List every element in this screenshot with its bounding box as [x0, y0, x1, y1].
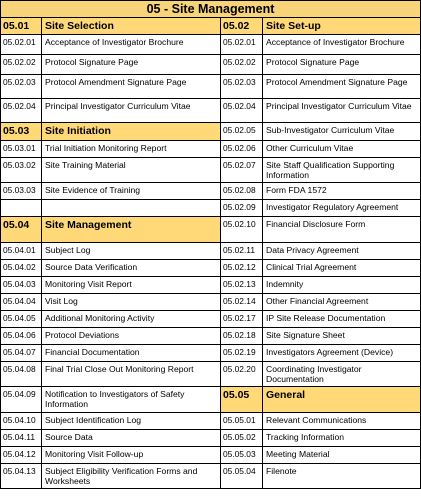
item-label: Subject Identification Log: [42, 413, 221, 430]
item-code: 05.04.13: [1, 464, 42, 489]
item-code: 05.05.02: [221, 430, 263, 447]
item-code: 05.04.02: [1, 260, 42, 277]
item-label: Visit Log: [42, 294, 221, 311]
item-code: 05.04.12: [1, 447, 42, 464]
item-code: 05.05.04: [221, 464, 263, 489]
item-label: Subject Eligibility Verification Forms and Worksheets: [42, 464, 221, 489]
title-row: [1, 1, 421, 18]
item-code: 05.02.04: [221, 99, 263, 123]
item-code: 05.04.09: [1, 387, 42, 413]
item-code: 05.04.01: [1, 243, 42, 260]
table-row: [1, 158, 421, 183]
item-code: 05.02.17: [221, 311, 263, 328]
table-row: [1, 35, 421, 55]
item-label: Additional Monitoring Activity: [42, 311, 221, 328]
item-code: 05.04.05: [1, 311, 42, 328]
table-row: [1, 311, 421, 328]
item-label: Indemnity: [263, 277, 421, 294]
item-label: Clinical Trial Agreement: [263, 260, 421, 277]
item-code: 05.02.12: [221, 260, 263, 277]
section-code: 05.03: [1, 123, 42, 141]
item-label: Final Trial Close Out Monitoring Report: [42, 362, 221, 387]
item-code: 05.04.08: [1, 362, 42, 387]
section-code: 05.01: [1, 18, 42, 35]
table-row: [1, 99, 421, 123]
item-code: 05.02.01: [221, 35, 263, 55]
table-row: [1, 413, 421, 430]
item-label: IP Site Release Documentation: [263, 311, 421, 328]
item-code: 05.02.01: [1, 35, 42, 55]
item-code: 05.02.09: [221, 200, 263, 217]
table-row: [1, 328, 421, 345]
item-label: Trial Initiation Monitoring Report: [42, 141, 221, 158]
section-title: General: [263, 387, 421, 413]
item-code: 05.02.20: [221, 362, 263, 387]
table-row: [1, 294, 421, 311]
item-code: 05.02.08: [221, 183, 263, 200]
item-label: Data Privacy Agreement: [263, 243, 421, 260]
table-row: [1, 217, 421, 243]
item-label: Site Training Material: [42, 158, 221, 183]
item-code: 05.03.01: [1, 141, 42, 158]
item-code: 05.02.04: [1, 99, 42, 123]
item-label: Source Data: [42, 430, 221, 447]
table-row: [1, 243, 421, 260]
item-label: Protocol Signature Page: [263, 55, 421, 75]
table-row: [1, 123, 421, 141]
item-label: Notification to Investigators of Safety Information: [42, 387, 221, 413]
table-row: [1, 200, 421, 217]
item-code: 05.02.13: [221, 277, 263, 294]
item-label: [42, 200, 221, 217]
item-code: [1, 200, 42, 217]
item-code: 05.04.07: [1, 345, 42, 362]
item-code: 05.04.04: [1, 294, 42, 311]
item-code: 05.03.03: [1, 183, 42, 200]
item-code: 05.02.19: [221, 345, 263, 362]
item-code: 05.02.11: [221, 243, 263, 260]
item-code: 05.02.03: [221, 75, 263, 99]
table-row: [1, 277, 421, 294]
item-label: Site Signature Sheet: [263, 328, 421, 345]
table-row: [1, 464, 421, 489]
item-code: 05.05.03: [221, 447, 263, 464]
page-title: 05 - Site Management: [1, 1, 421, 18]
section-title: Site Selection: [42, 18, 221, 35]
table-row: [1, 141, 421, 158]
item-label: Subject Log: [42, 243, 221, 260]
item-code: 05.02.05: [221, 123, 263, 141]
item-label: Protocol Amendment Signature Page: [263, 75, 421, 99]
item-code: 05.02.06: [221, 141, 263, 158]
item-code: 05.02.02: [1, 55, 42, 75]
item-code: 05.04.06: [1, 328, 42, 345]
item-label: Principal Investigator Curriculum Vitae: [42, 99, 221, 123]
item-label: Investigator Regulatory Agreement: [263, 200, 421, 217]
item-label: Site Evidence of Training: [42, 183, 221, 200]
section-code: 05.02: [221, 18, 263, 35]
item-label: Monitoring Visit Report: [42, 277, 221, 294]
table-row: [1, 75, 421, 99]
item-label: Meeting Material: [263, 447, 421, 464]
item-label: Financial Documentation: [42, 345, 221, 362]
table-row: [1, 55, 421, 75]
item-code: 05.02.18: [221, 328, 263, 345]
item-label: Investigators Agreement (Device): [263, 345, 421, 362]
item-label: Acceptance of Investigator Brochure: [42, 35, 221, 55]
item-label: Relevant Communications: [263, 413, 421, 430]
section-code: 05.05: [221, 387, 263, 413]
item-label: Protocol Amendment Signature Page: [42, 75, 221, 99]
item-code: 05.04.10: [1, 413, 42, 430]
item-code: 05.02.03: [1, 75, 42, 99]
item-code: 05.02.07: [221, 158, 263, 183]
item-label: Protocol Signature Page: [42, 55, 221, 75]
item-code: 05.02.10: [221, 217, 263, 243]
item-code: 05.04.11: [1, 430, 42, 447]
table-row: [1, 447, 421, 464]
item-code: 05.03.02: [1, 158, 42, 183]
item-label: Sub-Investigator Curriculum Vitae: [263, 123, 421, 141]
item-label: Source Data Verification: [42, 260, 221, 277]
item-code: 05.05.01: [221, 413, 263, 430]
section-code: 05.04: [1, 217, 42, 243]
item-label: Principal Investigator Curriculum Vitae: [263, 99, 421, 123]
item-label: Protocol Deviations: [42, 328, 221, 345]
table-row: [1, 183, 421, 200]
item-label: Site Staff Qualification Supporting Information: [263, 158, 421, 183]
item-label: Filenote: [263, 464, 421, 489]
item-label: Acceptance of Investigator Brochure: [263, 35, 421, 55]
table-row: [1, 260, 421, 277]
table-row: [1, 345, 421, 362]
item-label: Other Curriculum Vitae: [263, 141, 421, 158]
table-row: [1, 18, 421, 35]
item-label: Monitoring Visit Follow-up: [42, 447, 221, 464]
item-code: 05.04.03: [1, 277, 42, 294]
table-row: [1, 362, 421, 387]
item-label: Coordinating Investigator Documentation: [263, 362, 421, 387]
section-title: Site Management: [42, 217, 221, 243]
section-title: Site Initiation: [42, 123, 221, 141]
section-title: Site Set-up: [263, 18, 421, 35]
item-code: 05.02.02: [221, 55, 263, 75]
item-label: Other Financial Agreement: [263, 294, 421, 311]
item-code: 05.02.14: [221, 294, 263, 311]
table-row: [1, 430, 421, 447]
table-row: [1, 387, 421, 413]
item-label: Form FDA 1572: [263, 183, 421, 200]
item-label: Tracking Information: [263, 430, 421, 447]
item-label: Financial Disclosure Form: [263, 217, 421, 243]
